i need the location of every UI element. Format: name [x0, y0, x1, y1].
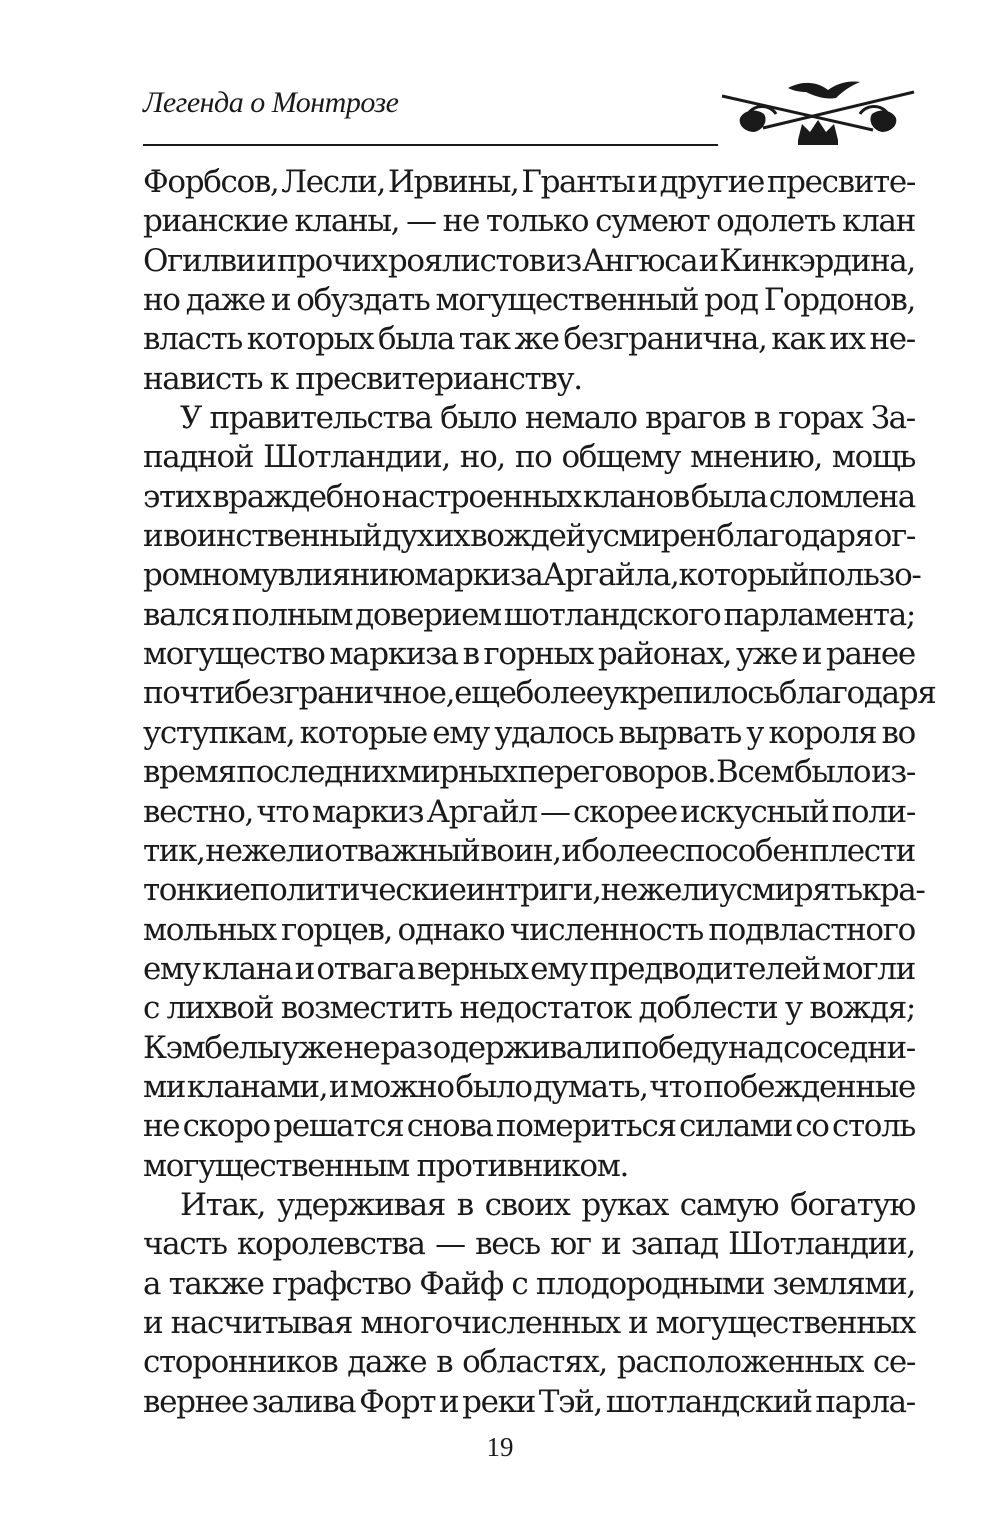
- text-line: часть королевства — весь юг и запад Шотландии,: [143, 1226, 915, 1263]
- text-line: У правительства было немало врагов в горах За-: [180, 400, 915, 437]
- text-line: вался полным доверием шотландского парламента;: [143, 596, 915, 633]
- text-line: власть которых была так же безгранична, как их не-: [143, 321, 915, 358]
- text-line: Форбсов, Лесли, Ирвины, Гранты и другие пресвите-: [143, 164, 915, 200]
- text-line: вестно, что маркиз Аргайл — скорее искусный поли-: [143, 793, 915, 830]
- text-line: ромному влиянию маркиза Аргайла, который пользо-: [143, 557, 921, 594]
- text-line: тонкие политические интриги, нежели усмирять кра-: [143, 872, 925, 909]
- text-line: и воинственный дух их вождей усмирен благодаря ог-: [143, 518, 915, 555]
- body-text: [143, 163, 936, 1422]
- text-line: и насчитывая многочисленных и могущественных: [143, 1304, 915, 1341]
- text-line: с лихвой возместить недостаток доблести у вождя;: [143, 990, 915, 1027]
- running-head: Легенда о Монтрозе: [143, 86, 399, 119]
- text-line: рианские кланы, — не только сумеют одолеть клан: [143, 203, 915, 240]
- text-line: этих враждебно настроенных кланов была сломлена: [143, 478, 915, 515]
- text-line: ми кланами, и можно было думать, что побежденные: [143, 1068, 915, 1105]
- text-line: могущество маркиза в горных районах, уже и ранее: [143, 636, 915, 673]
- header-rule: [143, 144, 718, 146]
- text-line: мольных горцев, однако численность подвластного: [143, 911, 915, 948]
- text-line: могущественным противником.: [143, 1147, 629, 1184]
- text-line: Огилви и прочих роялистов из Ангюса и Кинкэрдина,: [143, 242, 915, 279]
- text-line: вернее залива Форт и реки Тэй, шотландский парла-: [143, 1383, 915, 1420]
- text-line: не скоро решатся снова помериться силами со столь: [143, 1108, 915, 1145]
- crossed-swords-crown-ornament-icon: [718, 74, 918, 152]
- text-line: падной Шотландии, но, по общему мнению, мощь: [143, 439, 915, 476]
- text-line: Итак, удерживая в своих руках самую богатую: [180, 1186, 915, 1223]
- text-line: ему клана и отвага верных ему предводителей могли: [143, 950, 915, 987]
- text-line: а также графство Файф с плодородными землями,: [143, 1265, 915, 1302]
- text-line: но даже и обуздать могущественный род Гордонов,: [143, 282, 915, 319]
- text-line: время последних мирных переговоров. Всем было из-: [143, 754, 915, 791]
- text-line: тик, нежели отважный воин, и более способен плести: [143, 832, 915, 869]
- text-line: нависть к пресвитерианству.: [143, 360, 582, 397]
- text-line: сторонников даже в областях, расположенных се-: [143, 1344, 915, 1381]
- text-line: Кэмбелы уже не раз одерживали победу над соседни-: [143, 1029, 915, 1066]
- text-line: почти безграничное, еще более укрепилось благодаря: [143, 675, 936, 712]
- page-number: 19: [486, 1432, 514, 1462]
- text-line: уступкам, которые ему удалось вырвать у короля во: [143, 714, 915, 751]
